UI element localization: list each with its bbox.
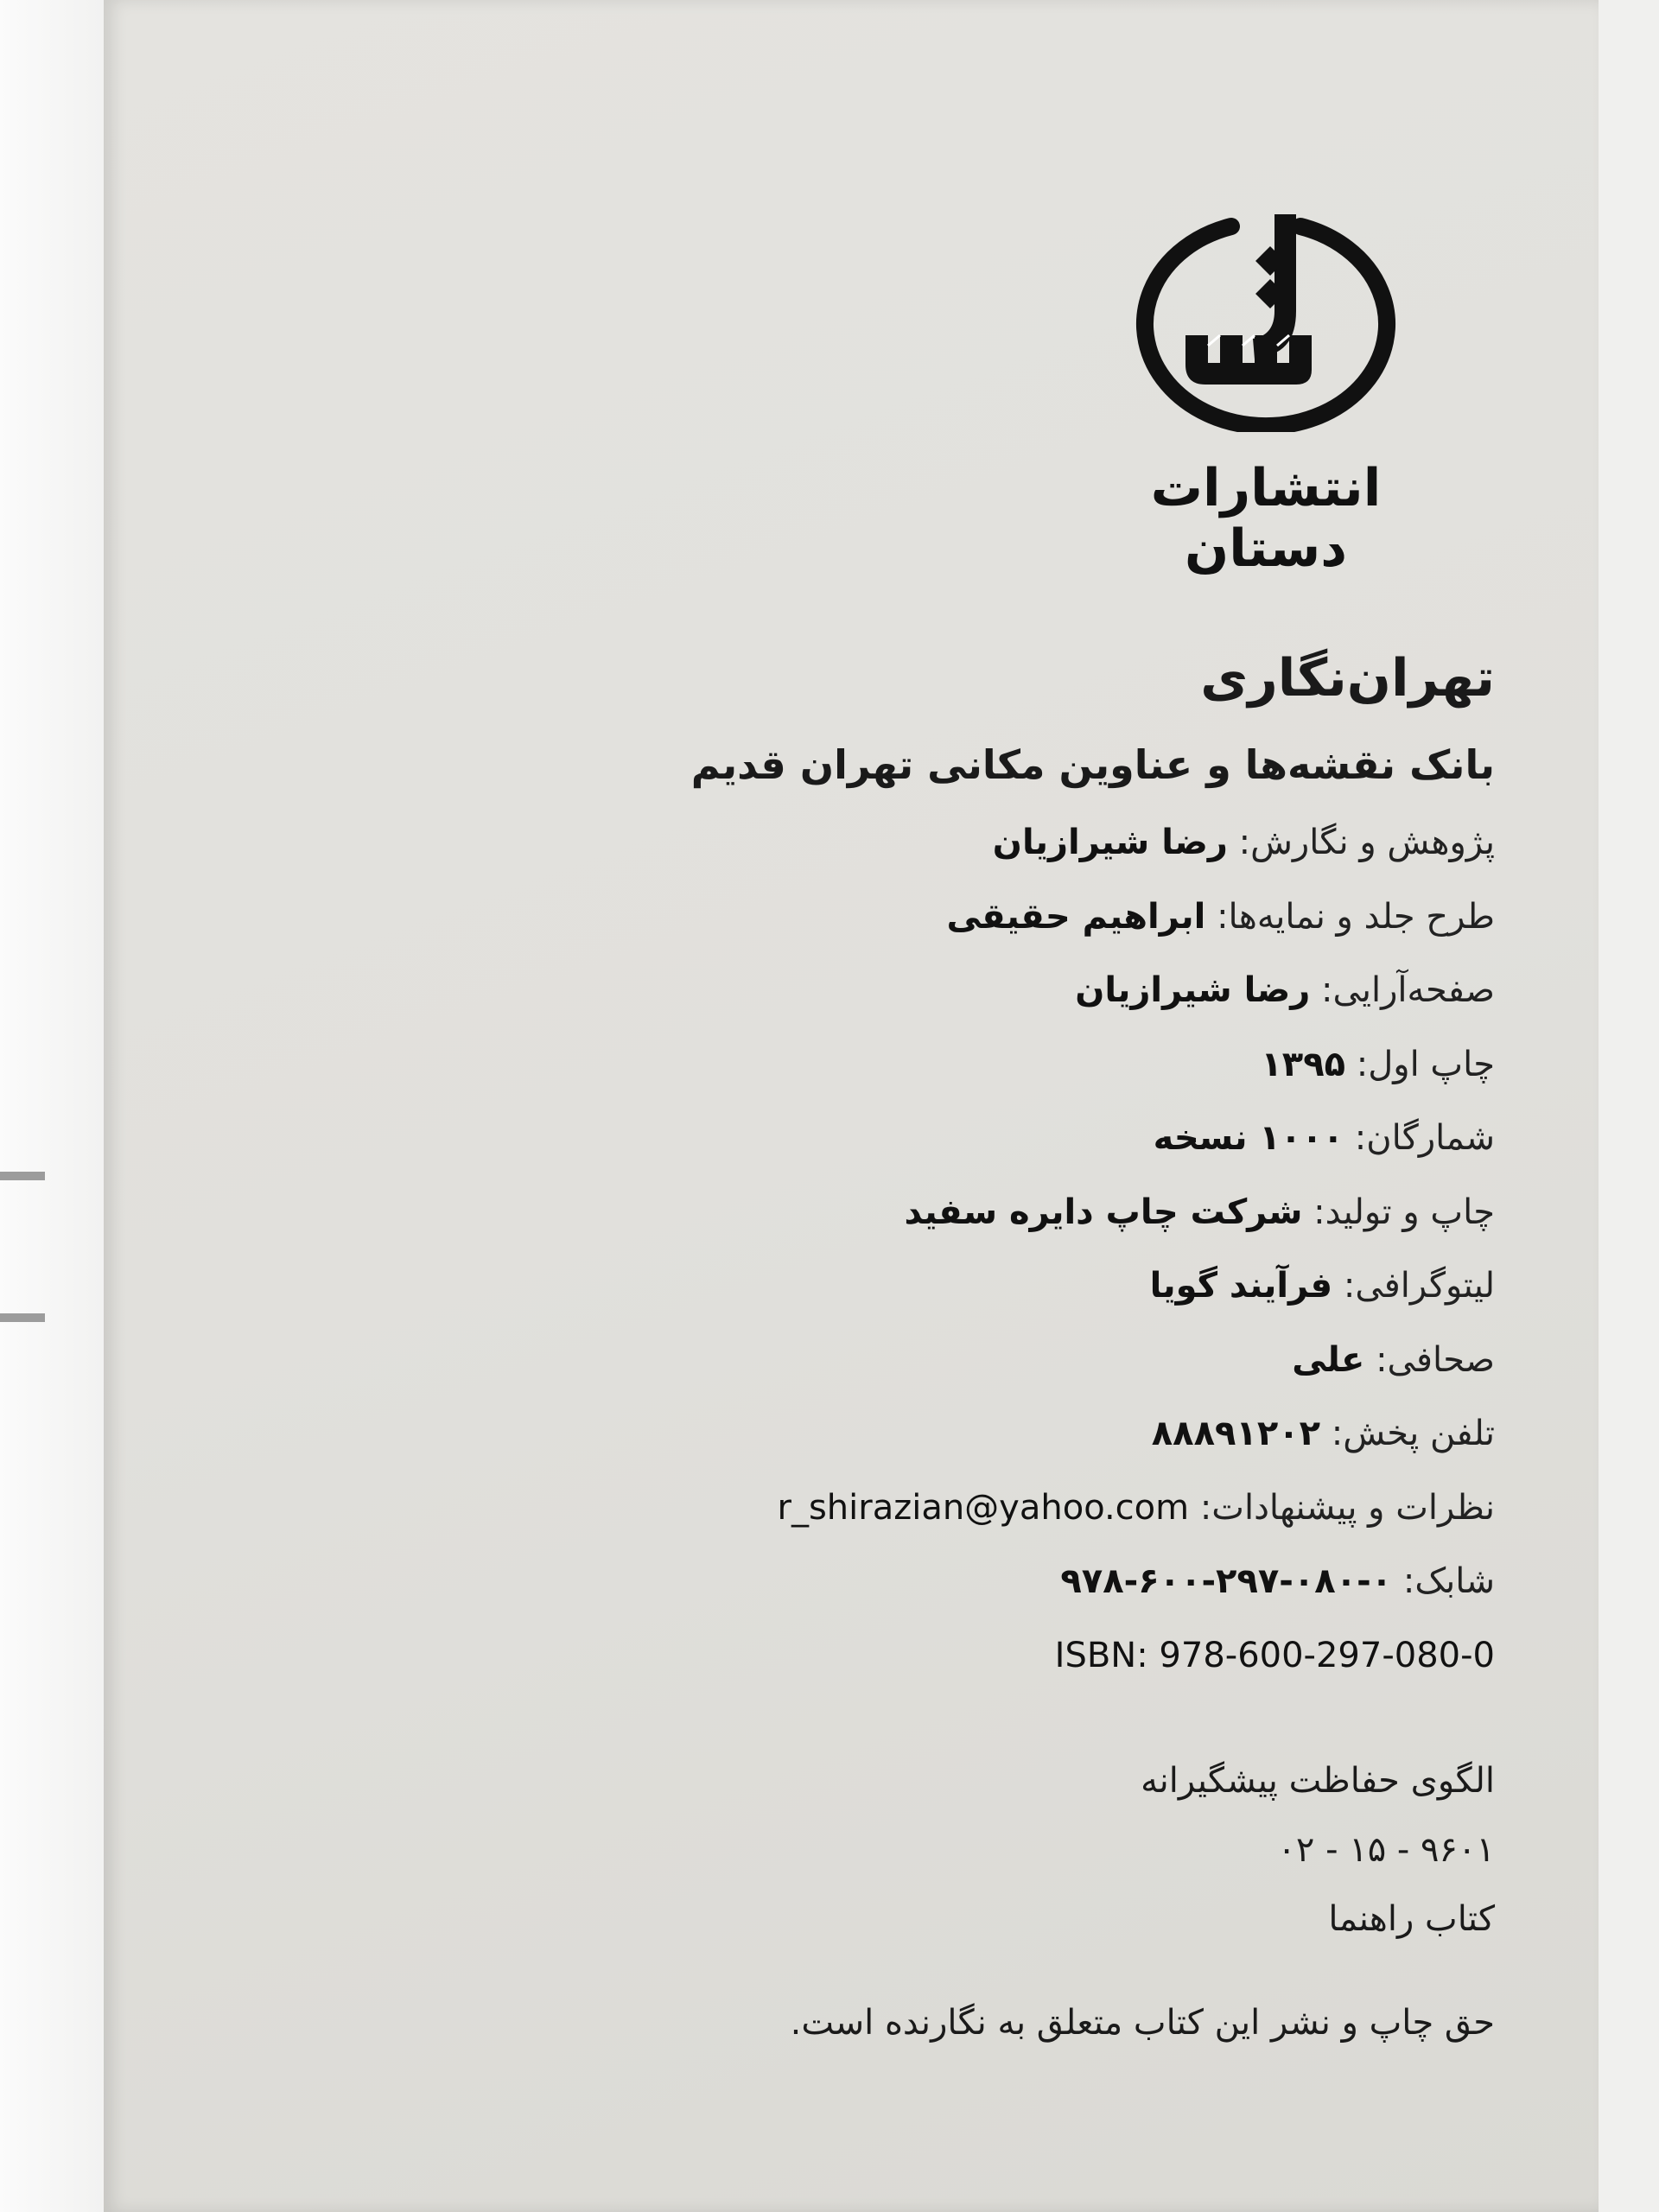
isbn-number — [544, 1630, 1495, 1704]
isbn-label: ISBN: — [1054, 1635, 1148, 1675]
credit-label: پژوهش و نگارش: — [1238, 823, 1495, 862]
credit-label: طرح جلد و نمایه‌ها: — [1217, 896, 1495, 937]
dastan-publisher-logo-icon — [1123, 207, 1408, 432]
feedback-email — [544, 1482, 1495, 1556]
credit-print-run — [544, 1112, 1495, 1186]
shabak-value: ۹۷۸-۶۰۰-۲۹۷-۰۸۰-۰ — [1060, 1561, 1393, 1601]
isbn-line — [1055, 1636, 1495, 1675]
credit-value: ۱۰۰۰ نسخه — [1153, 1118, 1344, 1158]
credit-value: رضا شیرازیان — [992, 823, 1228, 862]
credit-binding — [544, 1334, 1495, 1408]
facing-page-mark — [0, 1313, 45, 1322]
facing-page — [0, 0, 104, 2212]
isbn-value: 978-600-297-080-0 — [1159, 1635, 1495, 1675]
credit-label: لیتوگرافی: — [1343, 1266, 1495, 1306]
credit-value: فرآیند گویا — [1149, 1266, 1333, 1306]
credit-value: ۱۳۹۵ — [1261, 1044, 1346, 1084]
colophon — [544, 639, 1495, 2049]
credit-value: شرکت چاپ دایره سفید — [904, 1192, 1303, 1232]
credit-label: صحافی: — [1376, 1339, 1495, 1380]
credit-cover-design — [544, 891, 1495, 965]
feedback-email-link[interactable]: r_shirazian@yahoo.com — [777, 1487, 1190, 1528]
credit-layout — [544, 964, 1495, 1039]
credit-label: چاپ اول: — [1356, 1044, 1495, 1084]
guide-code-value: ۰۲ - ۱۵ - ۹۶۰۱ — [1277, 1830, 1495, 1870]
copyright-notice: حق چاپ و نشر این کتاب متعلق به نگارنده است. — [790, 2003, 1495, 2043]
credit-value: علی — [1292, 1339, 1365, 1380]
shabak-number — [544, 1555, 1495, 1630]
credit-label: شمارگان: — [1354, 1118, 1495, 1158]
credit-research — [544, 817, 1495, 891]
page-edge — [1599, 0, 1659, 2212]
credit-distribution-phone — [544, 1408, 1495, 1482]
feedback-label: نظرات و پیشنهادات: — [1199, 1487, 1495, 1528]
credit-printing — [544, 1186, 1495, 1261]
credit-label: تلفن پخش: — [1331, 1414, 1495, 1453]
credit-lithography — [544, 1260, 1495, 1334]
credit-value: ۸۸۸۹۱۲۰۲ — [1151, 1414, 1321, 1453]
publisher-name: انتشارات دستان — [1150, 458, 1382, 579]
credit-label: چاپ و تولید: — [1313, 1192, 1495, 1232]
credit-value: ابراهیم حقیقی — [946, 896, 1206, 937]
book-title: تهران‌نگاری — [1200, 648, 1495, 709]
facing-page-mark — [0, 1172, 45, 1180]
book-subtitle: بانک نقشه‌ها و عناوین مکانی تهران قدیم — [690, 741, 1495, 788]
shabak-label: شابک: — [1402, 1561, 1495, 1601]
preservation-guide-type: کتاب راهنما — [1328, 1899, 1495, 1939]
credit-value: رضا شیرازیان — [1075, 970, 1311, 1010]
credit-label: صفحه‌آرایی: — [1321, 970, 1495, 1010]
preservation-guide-title: الگوی حفاظت پیشگیرانه — [1141, 1761, 1495, 1801]
credit-first-print — [544, 1039, 1495, 1113]
preservation-guide-code — [544, 1824, 1495, 1893]
